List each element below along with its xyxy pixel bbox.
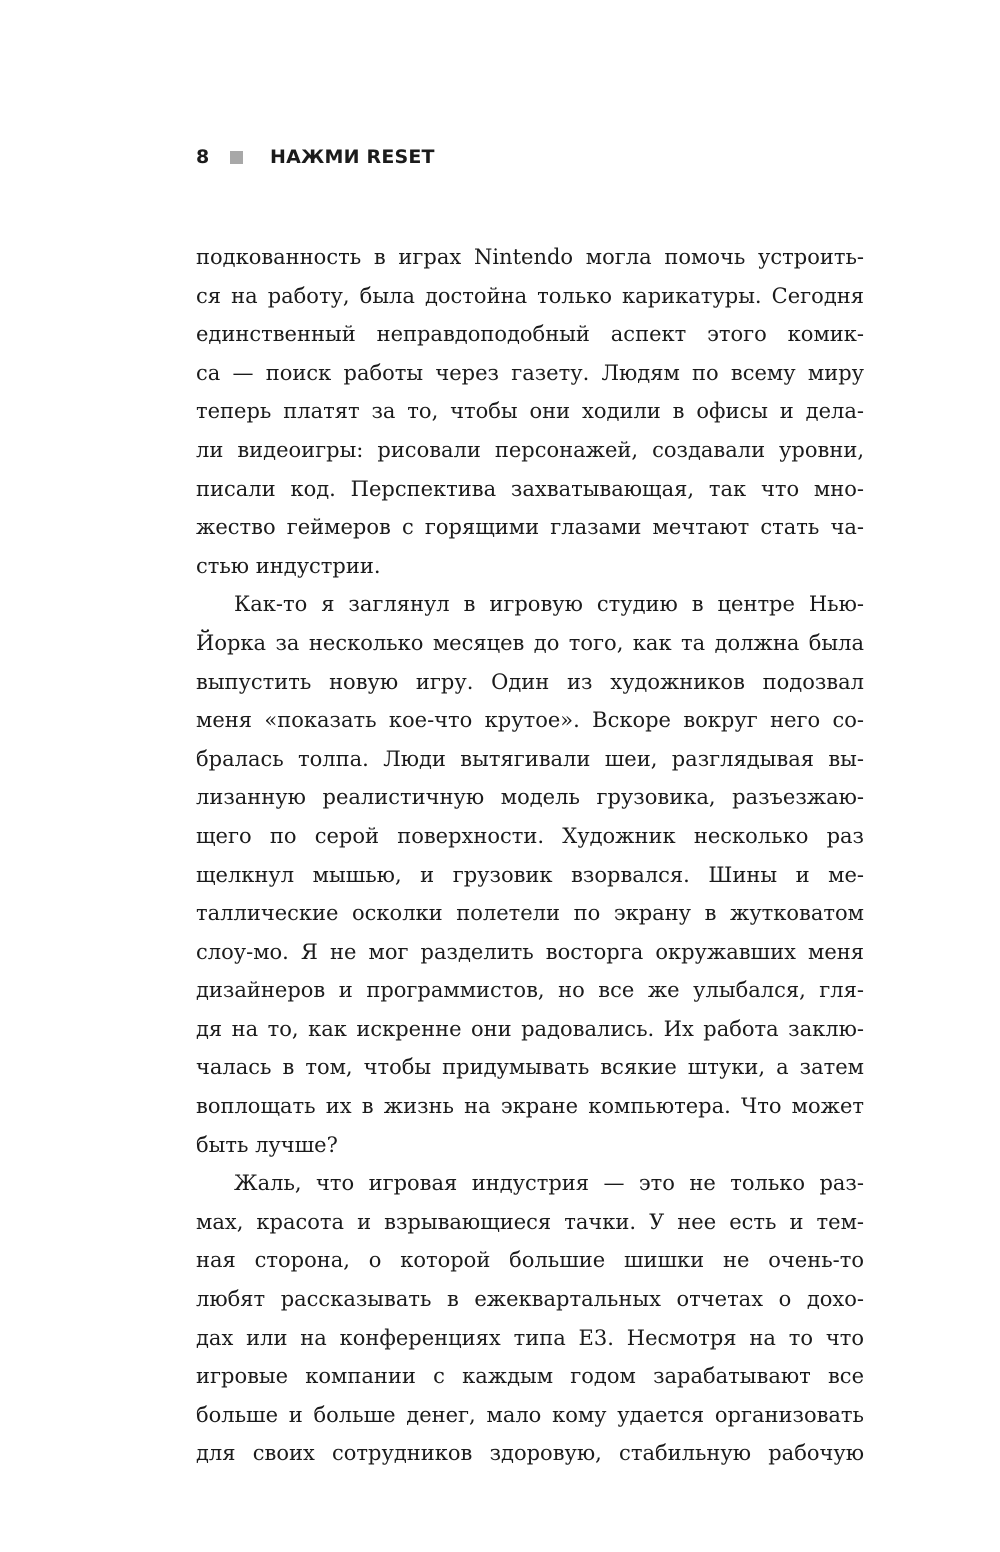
text-line: игровые компании с каждым годом зарабатывают все xyxy=(196,1364,864,1389)
text-line: чалась в том, чтобы придумывать всякие штуки, а затем xyxy=(196,1055,864,1080)
text-line: воплощать их в жизнь на экране компьютера. Что может xyxy=(196,1094,864,1119)
text-line: быть лучше? xyxy=(196,1132,338,1157)
text-line: слоу-мо. Я не мог разделить восторга окружавших меня xyxy=(196,939,864,964)
text-line: бралась толпа. Люди вытягивали шеи, разглядывая вы- xyxy=(196,746,864,771)
text-line: щелкнул мышью, и грузовик взорвался. Шины и ме- xyxy=(196,862,864,887)
body-text xyxy=(196,238,864,1473)
text-line: любят рассказывать в ежеквартальных отчетах о дохо- xyxy=(196,1287,864,1312)
text-line: ся на работу, была достойна только карикатуры. Сегодня xyxy=(196,283,864,308)
text-line: ли видеоигры: рисовали персонажей, создавали уровни, xyxy=(196,437,864,462)
text-line: са — поиск работы через газету. Людям по всему миру xyxy=(196,360,864,385)
square-bullet-icon xyxy=(230,151,243,164)
running-title: НАЖМИ RESET xyxy=(270,146,435,168)
text-line: писали код. Перспектива захватывающая, так что мно- xyxy=(196,476,864,501)
text-line: дя на то, как искренне они радовались. Их работа заклю- xyxy=(196,1016,864,1041)
paragraph xyxy=(196,238,864,585)
text-line: дизайнеров и программистов, но все же улыбался, гля- xyxy=(196,978,864,1003)
text-line: меня «показать кое-что крутое». Вскоре вокруг него со- xyxy=(196,708,864,733)
page-header xyxy=(196,143,435,171)
text-line: Жаль, что игровая индустрия — это не только раз- xyxy=(234,1171,864,1196)
text-line: Как-то я заглянул в игровую студию в центре Нью- xyxy=(234,592,864,617)
text-line: теперь платят за то, чтобы они ходили в офисы и дела- xyxy=(196,399,864,424)
text-line: подкованность в играх Nintendo могла помочь устроить- xyxy=(196,245,864,269)
paragraph xyxy=(196,585,864,1164)
page-number: 8 xyxy=(196,146,210,168)
text-line: Йорка за несколько месяцев до того, как та должна была xyxy=(196,630,864,655)
text-line: больше и больше денег, мало кому удается организовать xyxy=(196,1402,864,1427)
text-line: стью индустрии. xyxy=(196,553,381,578)
text-line: щего по серой поверхности. Художник несколько раз xyxy=(196,823,864,848)
text-line: для своих сотрудников здоровую, стабильную рабочую xyxy=(196,1441,864,1466)
text-line: жество геймеров с горящими глазами мечтают стать ча- xyxy=(196,515,864,540)
text-line: дах или на конференциях типа E3. Несмотря на то что xyxy=(196,1325,864,1350)
text-line: ная сторона, о которой большие шишки не очень-то xyxy=(196,1248,864,1273)
text-line: выпустить новую игру. Один из художников подозвал xyxy=(196,669,864,694)
text-line: единственный неправдоподобный аспект этого комик- xyxy=(196,322,864,347)
paragraph xyxy=(196,1164,864,1473)
text-line: лизанную реалистичную модель грузовика, разъезжаю- xyxy=(196,785,864,810)
text-line: таллические осколки полетели по экрану в жутковатом xyxy=(196,901,864,926)
text-line: мах, красота и взрывающиеся тачки. У нее есть и тем- xyxy=(196,1209,864,1234)
